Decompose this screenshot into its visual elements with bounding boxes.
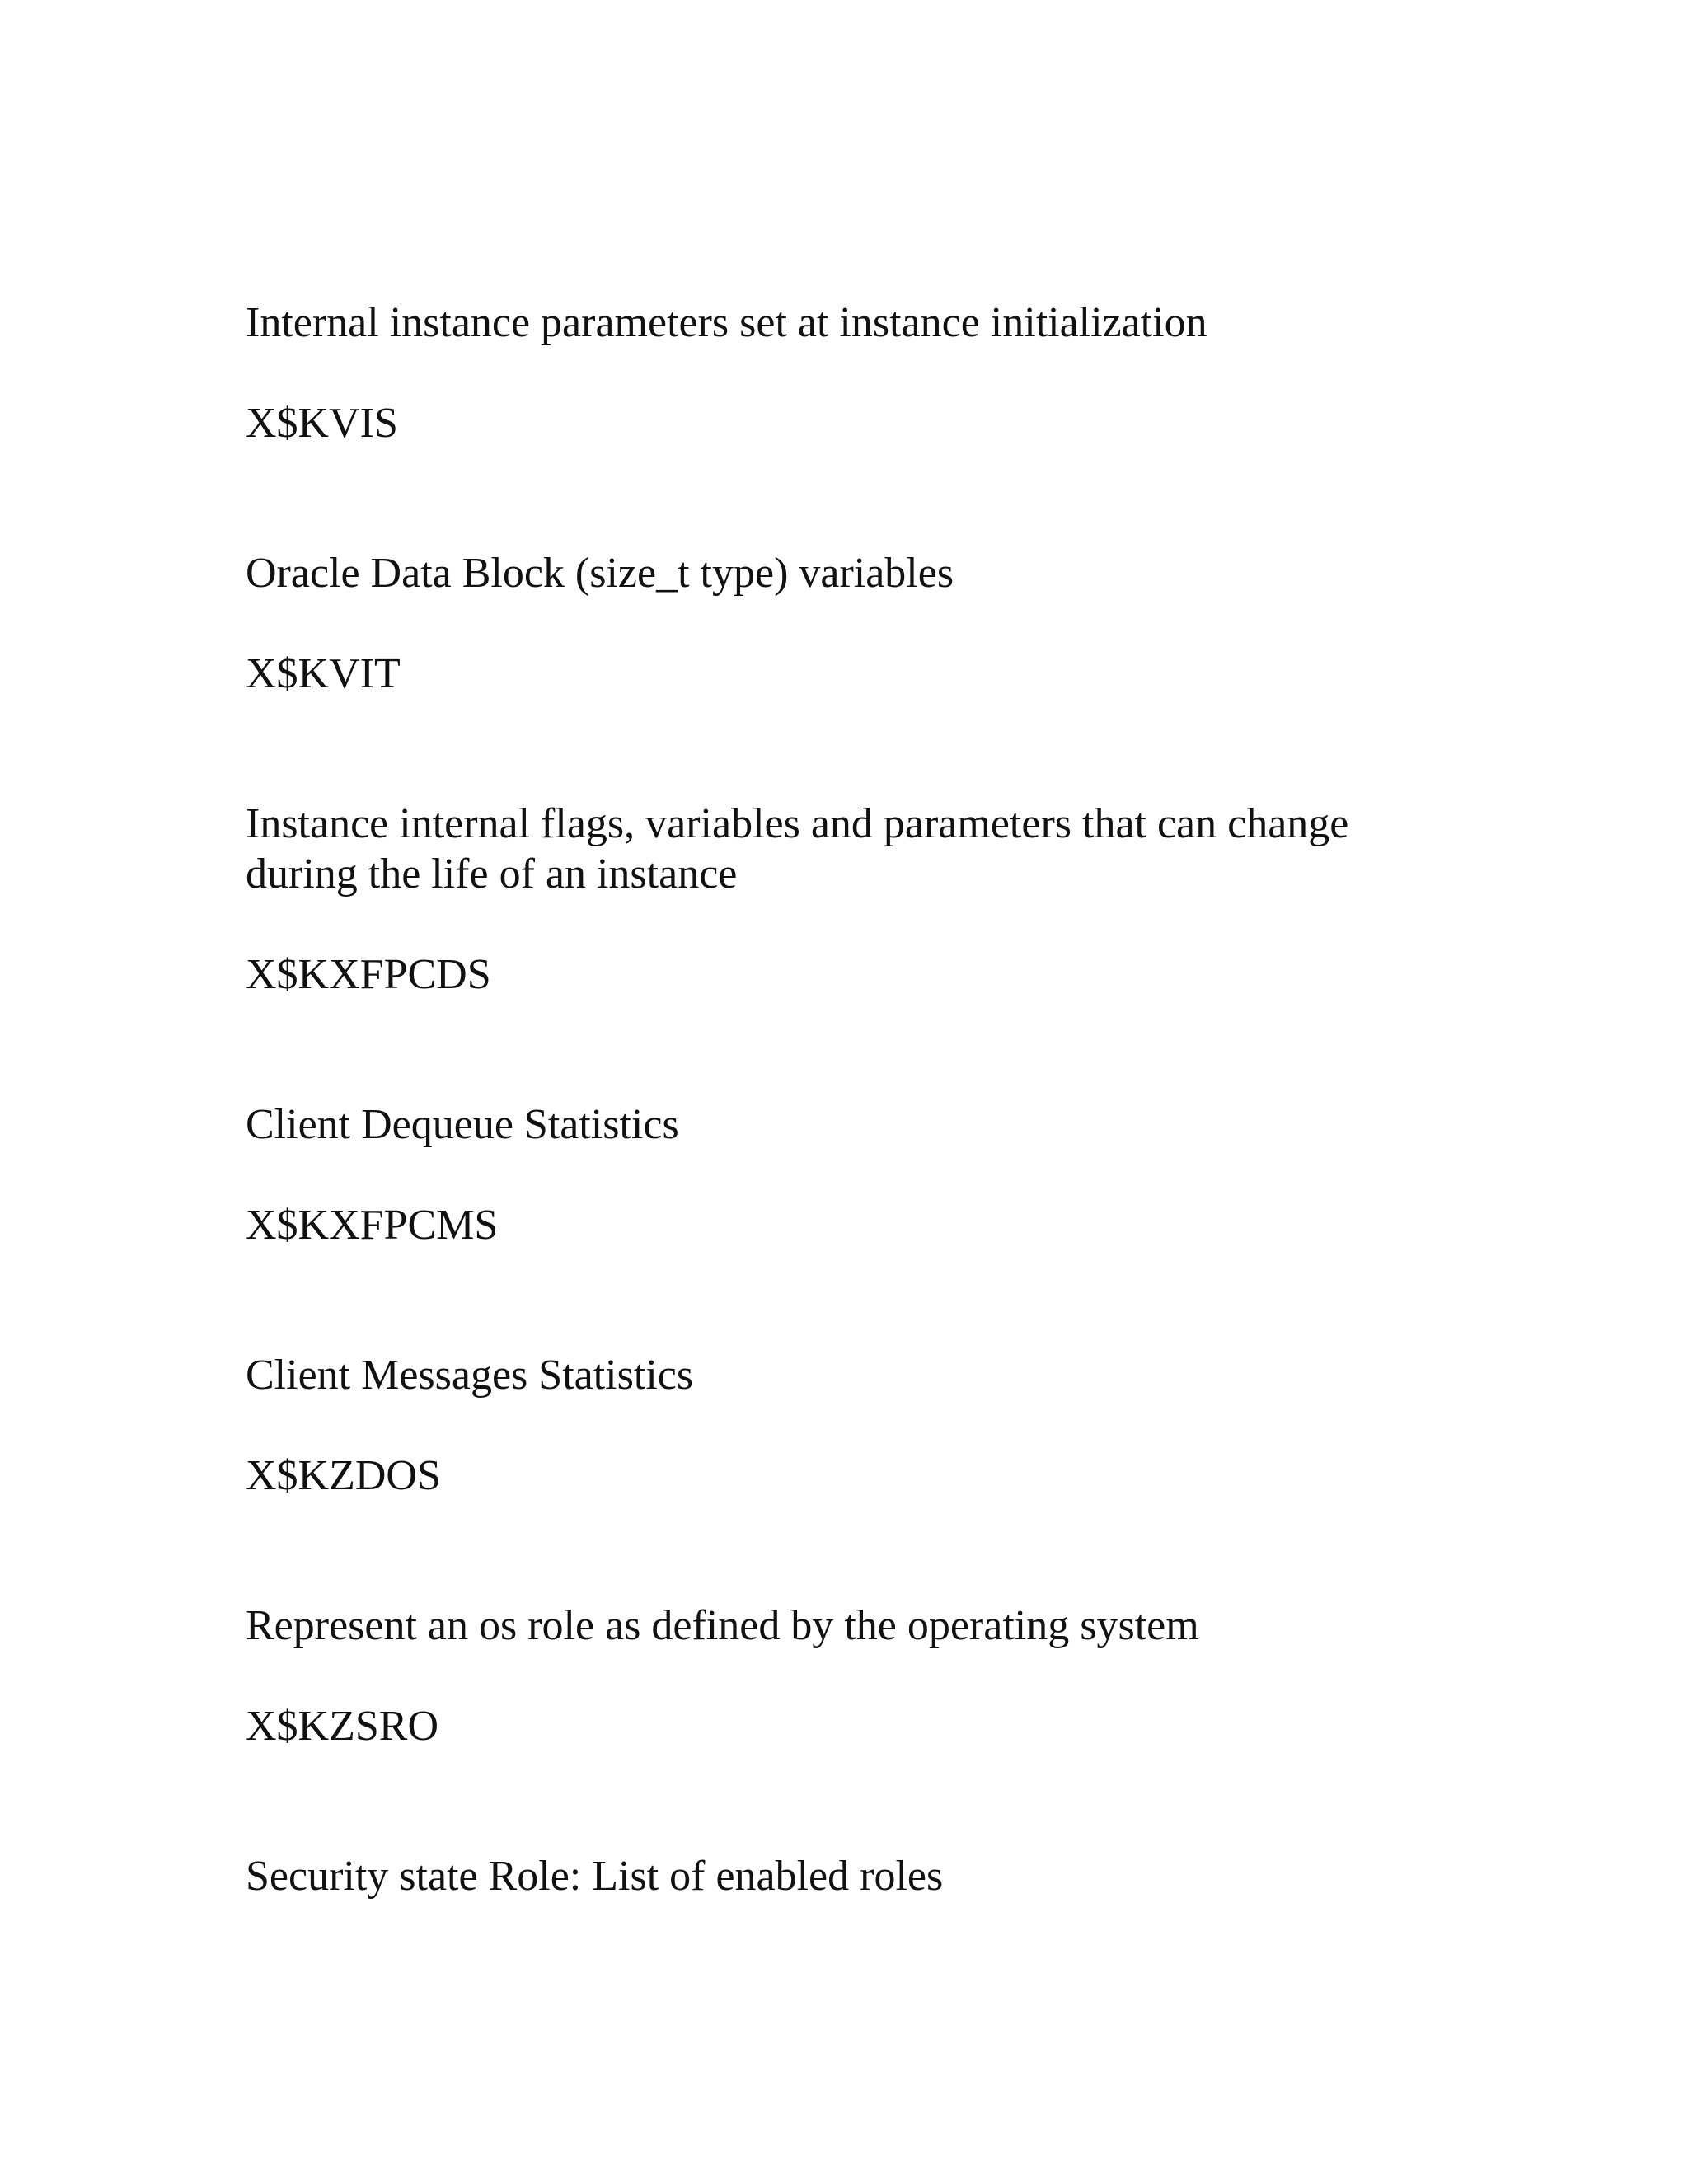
description-text: Internal instance parameters set at instance initialization — [246, 299, 1207, 346]
description-text: Client Dequeue Statistics — [246, 1101, 679, 1148]
table-name: X$KVIS — [246, 400, 398, 447]
description-text: during the life of an instance — [246, 851, 738, 898]
table-name: X$KZSRO — [246, 1703, 439, 1750]
description-text: Oracle Data Block (size_t type) variables — [246, 550, 954, 597]
table-name: X$KVIT — [246, 650, 401, 697]
table-name: X$KXFPCMS — [246, 1202, 499, 1249]
description-text: Represent an os role as defined by the operating system — [246, 1602, 1199, 1649]
table-name: X$KXFPCDS — [246, 951, 491, 998]
description-text: Instance internal flags, variables and parameters that can change — [246, 800, 1349, 847]
table-name: X$KZDOS — [246, 1452, 441, 1499]
description-text: Client Messages Statistics — [246, 1352, 694, 1399]
description-text: Security state Role: List of enabled roles — [246, 1853, 944, 1900]
